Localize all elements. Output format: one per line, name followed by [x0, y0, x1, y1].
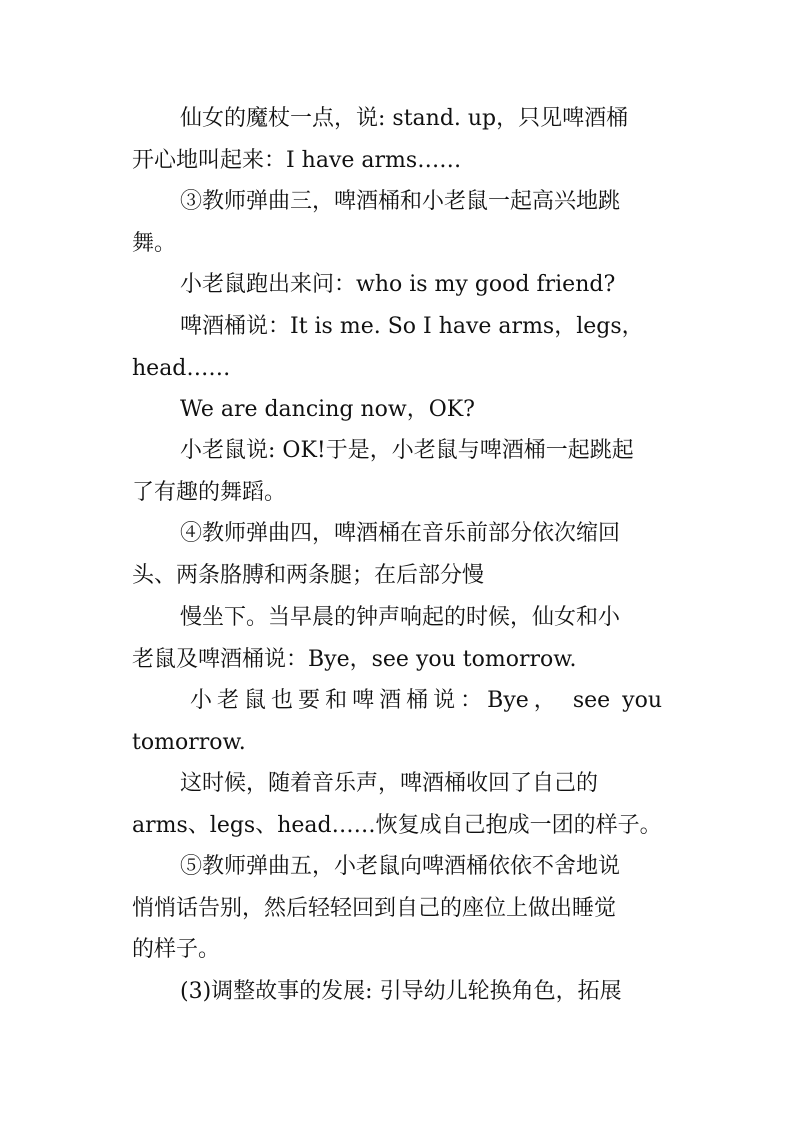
text-line: 小老鼠说: OK!于是，小老鼠与啤酒桶一起跳起 [180, 438, 634, 463]
text-line: 头、两条胳膊和两条腿；在后部分慢 [132, 562, 485, 588]
paragraph [132, 763, 662, 846]
text-line: arms、legs、head……恢复成自己抱成一团的样子。 [132, 812, 662, 838]
paragraph [132, 264, 615, 306]
paragraph [132, 597, 620, 680]
text-line: (3)调整故事的发展: 引导幼儿轮换角色，拓展 [180, 979, 622, 1004]
paragraph [132, 306, 644, 389]
text-line: head…… [132, 355, 231, 381]
paragraph [132, 971, 622, 1013]
paragraph [132, 389, 475, 431]
text-line: ⑤教师弹曲五，小老鼠向啤酒桶依依不舍地说 [180, 854, 621, 879]
text-line: 啤酒桶说：It is me. So I have arms，legs， [180, 314, 644, 339]
paragraph [132, 846, 620, 971]
text-line: We are dancing now，OK? [180, 397, 475, 422]
text-line: ④教师弹曲四，啤酒桶在音乐前部分依次缩回 [180, 521, 621, 546]
text-line: 了有趣的舞蹈。 [132, 479, 287, 505]
text-line: 的样子。 [132, 937, 221, 962]
text-line: 慢坐下。当早晨的钟声响起的时候，仙女和小 [180, 605, 621, 630]
text-line: 开心地叫起来：I have arms…… [132, 147, 462, 173]
paragraph [132, 98, 628, 181]
text-line: 老鼠及啤酒桶说：Bye，see you tomorrow. [132, 646, 577, 672]
text-line: tomorrow. [132, 729, 246, 755]
paragraph [132, 513, 620, 596]
text-line: 小老鼠也要和啤酒桶说：Bye， see you [190, 688, 662, 713]
text-line: ③教师弹曲三，啤酒桶和小老鼠一起高兴地跳 [180, 189, 621, 214]
text-line: 小老鼠跑出来问：who is my good friend? [180, 272, 616, 297]
paragraph [132, 680, 662, 763]
text-line: 仙女的魔杖一点，说: stand. up，只见啤酒桶 [180, 106, 629, 131]
text-line: 舞。 [132, 230, 177, 256]
paragraph [132, 181, 620, 264]
text-line: 这时候，随着音乐声，啤酒桶收回了自己的 [180, 771, 599, 796]
paragraph [132, 430, 634, 513]
text-line: 悄悄话告别，然后轻轻回到自己的座位上做出睡觉 [132, 895, 617, 921]
